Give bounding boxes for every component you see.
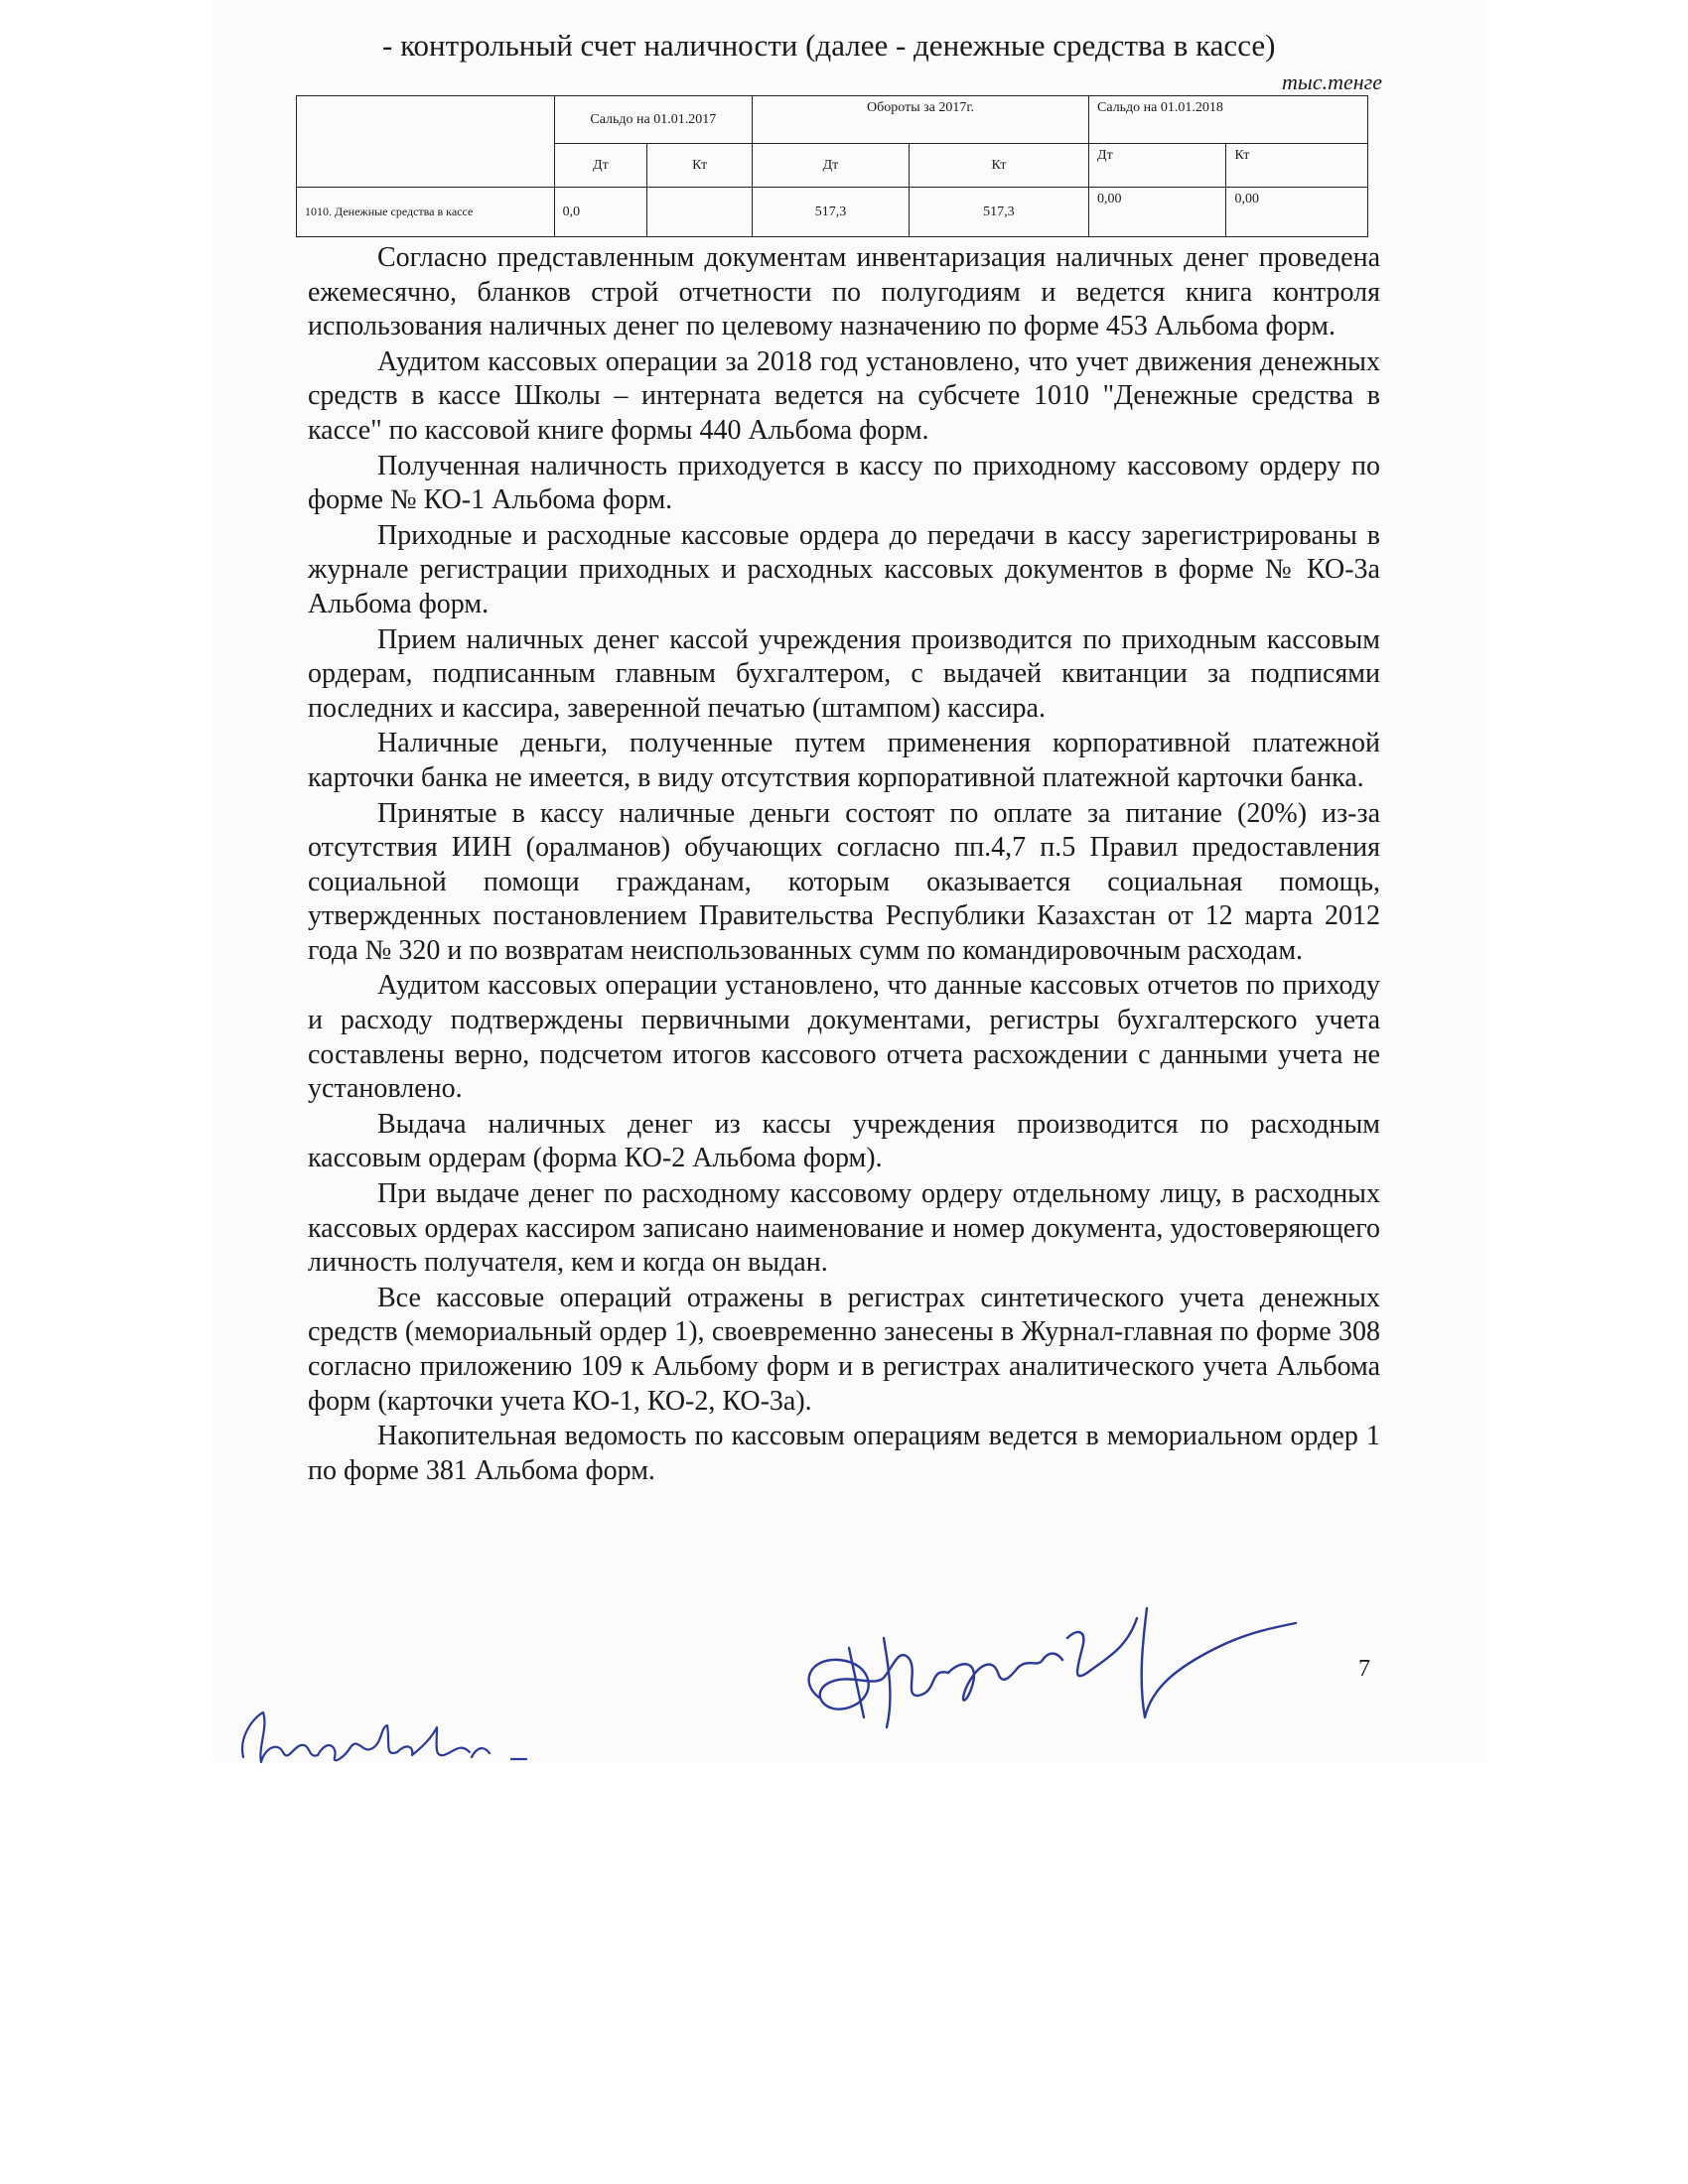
table-cell: 0,0 (554, 188, 647, 237)
document-page (213, 0, 1489, 1762)
row-label: 1010. Денежные средства в кассе (297, 188, 555, 237)
cash-balance-table (296, 95, 1368, 237)
header-opening-balance: Сальдо на 01.01.2017 (554, 96, 753, 144)
table-cell: 517,3 (909, 188, 1088, 237)
signature-center (789, 1588, 1326, 1737)
table-cell (647, 188, 753, 237)
paragraph: Все кассовые операций отражены в регистрах синтетического учета денежных средств (мемориальный ордер 1), своевременно занесены в Журнал-главная по форме 308 согласно приложению 109 к Альбому форм и в регистрах аналитического учета Альбома форм (карточки учета КО-1, КО-2, КО-3а). (308, 1282, 1380, 1417)
table-cell: 0,00 (1226, 188, 1368, 237)
unit-label: тыс.тенге (1282, 69, 1382, 94)
paragraph: При выдаче денег по расходному кассовому ордеру отдельному лицу, в расходных кассовых ордерах кассиром записано наименование и номер документа, удостоверяющего личность получателя, кем и когда он выдан. (308, 1178, 1380, 1279)
header-turnover: Обороты за 2017г. (753, 96, 1089, 144)
table-cell: 517,3 (753, 188, 910, 237)
table-row (297, 188, 1368, 237)
paragraph: Выдача наличных денег из кассы учреждения производится по расходным кассовым ордерам (форма КО-2 Альбома форм). (308, 1108, 1380, 1174)
paragraph: Наличные деньги, полученные путем применения корпоративной платежной карточки банка не имеется, в виду отсутствия корпоративной платежной карточки банка. (308, 728, 1380, 793)
paragraph: Полученная наличность приходуется в кассу по приходному кассовому ордеру по форме № КО-1 Альбома форм. (308, 450, 1380, 516)
section-heading: - контрольный счет наличности (далее - денежные средства в кассе) (382, 28, 1276, 63)
paragraph: Согласно представленным документам инвентаризация наличных денег проведена ежемесячно, бланков строй отчетности по полугодиям и ведется книга контроля использования наличных денег по целевому назначению по форме 453 Альбома форм. (308, 242, 1380, 342)
subheader-debit: Дт (554, 144, 647, 188)
subheader-credit: Кт (909, 144, 1088, 188)
body-text (308, 241, 1380, 1489)
subheader-debit: Дт (1089, 144, 1226, 188)
subheader-credit: Кт (647, 144, 753, 188)
paragraph: Прием наличных денег кассой учреждения производится по приходным кассовым ордерам, подписанным главным бухгалтером, с выдачей квитанции за подписями последних и кассира, заверенной печатью (штампом) кассира. (308, 623, 1380, 724)
paragraph: Приходные и расходные кассовые ордера до передачи в кассу зарегистрированы в журнале регистрации приходных и расходных кассовых документов в форме № КО-3а Альбома форм. (308, 519, 1380, 619)
table-corner-cell (297, 96, 555, 188)
subheader-credit: Кт (1226, 144, 1368, 188)
paragraph: Аудитом кассовых операции установлено, что данные кассовых отчетов по приходу и расходу подтверждены первичными документами, регистры бухгалтерского учета составлены верно, подсчетом итогов кассового отчета расхождении с данными учета не установлено. (308, 970, 1380, 1105)
signature-left (223, 1698, 551, 1777)
paragraph: Накопительная ведомость по кассовым операциям ведется в мемориальном ордер 1 по форме 381 Альбома форм. (308, 1421, 1380, 1486)
header-closing-balance: Сальдо на 01.01.2018 (1089, 96, 1368, 144)
paragraph: Принятые в кассу наличные деньги состоят по оплате за питание (20%) из-за отсутствия ИИН (оралманов) обучающих согласно пп.4,7 п.5 Правил предоставления социальной помощи гражданам, которым оказывается социальная помощь, утвержденных постановлением Правительства Республики Казахстан от 12 марта 2012 года № 320 и по возвратам неиспользованных сумм по командировочным расходам. (308, 797, 1380, 966)
paragraph: Аудитом кассовых операции за 2018 год установлено, что учет движения денежных средств в кассе Школы – интерната ведется на субсчете 1010 "Денежные средства в кассе" по кассовой книге формы 440 Альбома форм. (308, 345, 1380, 446)
table-cell: 0,00 (1089, 188, 1226, 237)
page-number: 7 (1358, 1656, 1370, 1682)
subheader-debit: Дт (753, 144, 910, 188)
